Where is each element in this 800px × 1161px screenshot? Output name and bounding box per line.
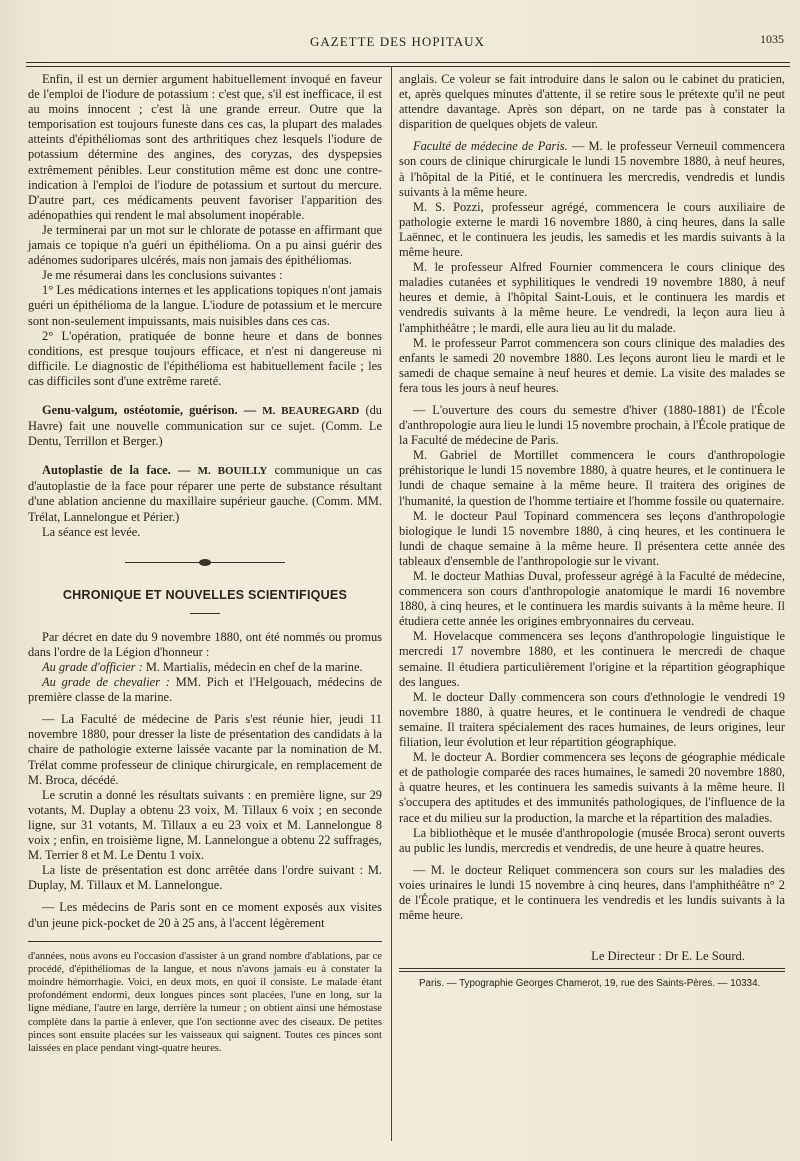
dally-paragraph: M. le docteur Dally commencera son cours d'ethnologie le vendredi 19 novembre 1880, à quatre heures, et le continuera le vendredi de chaque semaine. Il traitera spécialement des races humaines, de leurs origines, leur filiation, leur évolution et leur répartition géographique. — [399, 689, 785, 750]
header-rule — [26, 62, 790, 63]
bibliotheque-paragraph: La bibliothèque et le musée d'anthropologie (musée Broca) seront ouverts au public les lundis, mercredis et vendredis, de une heure à quatre heures. — [399, 825, 785, 855]
imprint-rule — [399, 968, 785, 969]
header-rule-thin — [26, 66, 790, 67]
verneuil-paragraph — [399, 139, 785, 199]
imprint-rule-thin — [399, 971, 785, 972]
right-column — [399, 72, 785, 991]
paragraph-argument: Enfin, il est un dernier argument habituellement invoqué en faveur de l'emploi de l'iodure de potassium : c'est que, s'il est inefficace, il est au moins innocent ; c'est là une grande erreur. Outre que la temporisation est toujours funeste dans ces cas, la plupart des malades atteints d'épithéliomas sont des arthritiques chez lesquels l'iodure de potassium détermine des angines, des coryzas, des dyspepsies extrêmement pénibles. Leur constitution même est donc une contre-indication à l'emploi de l'iodure de potassium et surtout du mercure. D'autre part, ces médicaments peuvent favoriser l'apparition des adénopathies qui rendent le mal absolument inopérable. — [28, 72, 382, 222]
genu-valgum-text: (du Havre) fait une nouvelle communication sur ce sujet. (Comm. Le Dentu, Terrillon et Berger.) — [28, 402, 382, 449]
autoplastie-entry — [28, 463, 382, 524]
paragraph-voleur: anglais. Ce voleur se fait introduire dans le salon ou le cabinet du praticien, et, après quelques minutes d'attente, il se retire sous le prétexte qu'il ne peut attendre davantage. Après son départ, on ne tarde pas à constater la disparition de quelques objets de valeur. — [399, 72, 785, 132]
faculte-paragraph: — La Faculté de médecine de Paris s'est réunie hier, jeudi 11 novembre 1880, pour dresser la liste de présentation des candidats à la chaire de pathologie externe laissée vacante par la nomination de M. Trélat comme professeur de clinique chirurgicale, en remplacement de M. Broca, décédé. — [28, 712, 382, 787]
autoplastie-text: communique un cas d'autoplastie de la face pour réparer une perte de substance résultant d'une ablation ancienne du maxillaire supérieur gauche. (Comm. MM. Trélat, Lannelongue et Périer.) — [28, 463, 383, 524]
duval-paragraph: M. le docteur Mathias Duval, professeur agrégé à la Faculté de médecine, commencera son cours d'anthropologie anatomique le mardi 16 novembre 1880, à cinq heures, et le continuera les mardis suivants à la même heure. Il étudiera cette année les origines embryonnaires du cerveau. — [399, 569, 785, 629]
anthropologie-paragraph: — L'ouverture des cours du semestre d'hiver (1880-1881) de l'École d'anthropologie aura lieu le lundi 15 novembre prochain, à l'École pratique de la Faculté de médecine de Paris. — [399, 402, 785, 448]
mortillet-paragraph: M. Gabriel de Mortillet commencera le cours d'anthropologie préhistorique le lundi 15 novembre 1880, à quatre heures, et le continuera le lundi de chaque semaine à la même heure. Il traitera des origines de l'humanité, la question de l'homme tertiaire et l'homme fossile ou quaternaire. — [399, 448, 785, 508]
scrutin-paragraph: Le scrutin a donné les résultats suivants : en première ligne, sur 29 votants, M. Duplay a obtenu 23 voix, M. Tillaux 6 voix ; en seconde ligne, sur 31 votants, M. Tillaux a eu 23 voix et M. Lannelongue 8 voix ; enfin, en troisième ligne, M. Lannelongue a obtenu 22 suffrages, M. Terrier 8 et M. Le Dentu 1 voix. — [28, 787, 382, 863]
pozzi-paragraph: M. S. Pozzi, professeur agrégé, commencera le cours auxiliaire de pathologie externe le mardi 16 novembre 1880, à cinq heures, dans la salle Laënnec, et le continuera les jeudis, les samedis et les mardis suivants à la même heure. — [399, 199, 785, 260]
reliquet-paragraph: — M. le docteur Reliquet commencera son cours sur les maladies des voies urinaires le lundi 15 novembre à cinq heures, dans l'amphithéâtre n° 2 de l'École pratique, et le continuera les vendredis et les lundis suivants à la même heure. — [399, 862, 785, 923]
fournier-paragraph: M. le professeur Alfred Fournier commencera le cours clinique des maladies cutanées et syphilitiques le vendredi 19 novembre 1880, à neuf heures et demie, à l'hôpital Saint-Louis, et le continuera les mardis et vendredis suivants à la même heure. Le vendredi, la leçon aura lieu à l'amphithéâtre ; le mardi, elle aura lieu au lit du malade. — [399, 260, 785, 335]
liste-paragraph: La liste de présentation est donc arrêtée dans l'ordre suivant : M. Duplay, M. Tillaux et M. Lannelongue. — [28, 863, 382, 893]
officier-text: M. Martialis, médecin en chef de la marine. — [145, 660, 363, 674]
parrot-paragraph: M. le professeur Parrot commencera son cours clinique des maladies des enfants le samedi 20 novembre 1880. Les leçons auront lieu le mardi et le samedi de chaque semaine à neuf heures et demie. La visite des malades se fera tous les jours à neuf heures. — [399, 335, 785, 395]
medecins-paragraph: — Les médecins de Paris sont en ce moment exposés aux visites d'un jeune pick-pocket de 20 à 25 ans, à l'accent légèrement — [28, 900, 382, 930]
genu-valgum-entry — [28, 403, 382, 449]
director-signature: Le Directeur : Dr E. Le Sourd. — [591, 949, 745, 964]
column-divider — [391, 66, 392, 1141]
autoplastie-author: M. BOUILLY — [197, 465, 268, 478]
imprint-line: Paris. — Typographie Georges Chamerot, 19, rue des Saints-Pères. — 10334. — [419, 978, 761, 990]
genu-valgum-title: Genu-valgum, ostéotomie, guérison. — — [42, 402, 257, 417]
chronique-rule — [190, 613, 220, 614]
footnote-text: d'années, nous avons eu l'occasion d'assister à un grand nombre d'ablations, par ce procédé, d'épithéliomas de la langue, et nous n'avons jamais eu à constater la moindre hémorrhagie. Voici, en deux mots, en quoi il consiste. Le malade étant profondément endormi, deux longues pinces sont placées, l'une en long, sur la ligne médiane, l'autre en large, derrière la tumeur ; on obtient ainsi une hémostase complète dans la partie à enlever, que l'on sectionne avec des ciseaux. De petites pinces sont ensuite placées sur les vaisseaux qui saignent. Toutes ces pinces sont laissées en place pendant vingt-quatre heures. — [28, 950, 382, 1055]
officier-line — [28, 660, 382, 675]
paragraph-conclusion-1: 1° Les médications internes et les applications topiques n'ont jamais guéri un épithélioma de la langue. L'iodure de potassium et le mercure sont non-seulement impuissants, mais nuisibles dans ces cas. — [28, 283, 382, 328]
chronique-title: CHRONIQUE ET NOUVELLES SCIENTIFIQUES — [62, 587, 348, 602]
bordier-paragraph: M. le docteur A. Bordier commencera ses leçons de géographie médicale et de pathologie comparée des races humaines, le samedi 20 novembre 1880, à quatre heures, et les continuera les samedis suivants à la même heure. Il s'occupera des aptitudes et des immunités pathologiques, de l'influence de la race et du milieu sur la production, la marche et la répartition des maladies. — [399, 750, 785, 825]
genu-valgum-author: M. BEAUREGARD — [262, 404, 360, 417]
chevalier-text: MM. Pich et l'Helgouach, médecins de première classe de la marine. — [28, 675, 382, 705]
footnote — [28, 950, 382, 1056]
chevalier-line — [28, 675, 382, 705]
left-column — [28, 72, 382, 1055]
paragraph-resume: Je me résumerai dans les conclusions suivantes : — [42, 268, 283, 283]
seance-closing: La séance est levée. — [42, 524, 141, 539]
paragraph-chlorate: Je terminerai par un mot sur le chlorate de potasse en affirmant que jamais ce topique n'a guéri un épithélioma. On a pu ainsi guérir des adénomes sudoripares ulcérés, mais non jamais des épithéliomas. — [28, 222, 382, 268]
chevalier-label: Au grade de chevalier : — [42, 675, 170, 690]
autoplastie-title: Autoplastie de la face. — — [42, 463, 191, 478]
page-number: 1035 — [760, 32, 784, 46]
journal-title: GAZETTE DES HOPITAUX — [310, 34, 485, 49]
section-separator — [125, 558, 285, 568]
page-header — [20, 28, 790, 58]
footnote-rule — [28, 941, 382, 942]
hovelacque-paragraph: M. Hovelacque commencera ses leçons d'anthropologie linguistique le mercredi 17 novembre 1880, et les continuera le mercredi de chaque semaine. Il étudiera particulièrement l'origine et la répartition géographique des langues. — [399, 629, 785, 689]
officier-label: Au grade d'officier : — [42, 660, 143, 674]
paragraph-conclusion-2: 2° L'opération, pratiquée de bonne heure et dans de bonnes conditions, est presque toujours efficace, et n'est ni dangereuse ni difficile. Le diagnostic de l'épithélioma est habituellement facile ; les cas difficiles sont d'une extrême rareté. — [28, 328, 382, 388]
decree-paragraph: Par décret en date du 9 novembre 1880, ont été nommés ou promus dans l'ordre de la Légion d'honneur : — [28, 629, 382, 659]
topinard-paragraph: M. le docteur Paul Topinard commencera ses leçons d'anthropologie biologique le lundi 15 novembre 1880, à cinq heures, et les continuera le lundi de chaque semaine à la même heure. Il présentera cette année des tableaux d'ensemble de l'anthropologie sur le vivant. — [399, 508, 785, 568]
verneuil-text: — M. le professeur Verneuil commencera son cours de clinique chirurgicale le lundi 15 novembre 1880, à neuf heures, à l'hôpital de la Pitié, et le continuera les mercredis, vendredis et lundis suivants à la même heure. — [399, 139, 785, 199]
faculte-label: Faculté de médecine de Paris. — [413, 139, 568, 154]
